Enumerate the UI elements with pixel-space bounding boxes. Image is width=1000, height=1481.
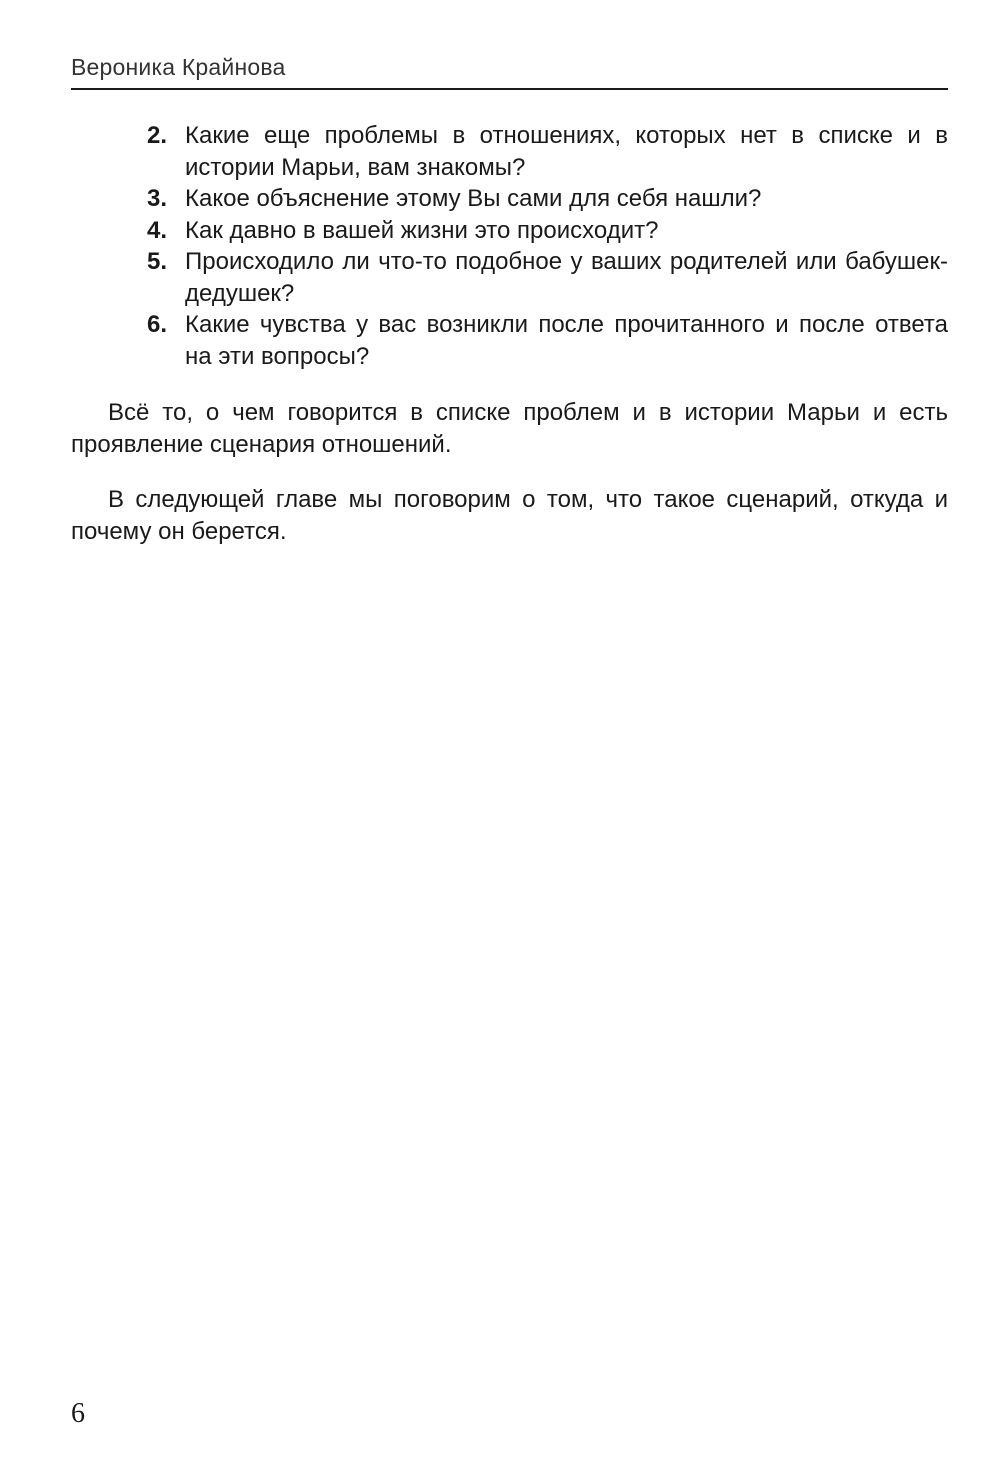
question-text: Какое объяснение этому Вы сами для себя нашли? xyxy=(185,185,762,212)
question-number: 3. xyxy=(147,185,168,212)
question-item xyxy=(71,246,948,309)
question-item xyxy=(71,183,948,215)
question-number: 6. xyxy=(147,311,168,338)
question-text: Происходило ли что-то подобное у ваших родителей или бабушек-дедушек? xyxy=(185,248,948,307)
question-text: Какие еще проблемы в отношениях, которых нет в списке и в истории Марьи, вам знакомы? xyxy=(185,122,948,181)
question-text: Какие чувства у вас возникли после прочитанного и после ответа на эти вопросы? xyxy=(185,311,948,370)
question-item xyxy=(71,215,948,247)
question-item xyxy=(71,309,948,372)
running-head-author: Вероника Крайнова xyxy=(71,54,286,80)
question-number: 5. xyxy=(147,248,168,275)
question-number: 2. xyxy=(147,122,168,149)
body-paragraph-next-chapter: В следующей главе мы поговорим о том, что такое сценарий, откуда и почему он берется. xyxy=(71,486,948,545)
question-item xyxy=(71,120,948,183)
question-text: Как давно в вашей жизни это происходит? xyxy=(185,216,659,244)
question-number: 4. xyxy=(147,216,168,244)
header-divider xyxy=(71,88,948,90)
body-paragraph-scenario: Всё то, о чем говорится в списке проблем и в истории Марьи и есть проявление сценария отношений. xyxy=(71,399,948,458)
page-number: 6 xyxy=(71,1398,85,1429)
question-list xyxy=(71,120,948,372)
